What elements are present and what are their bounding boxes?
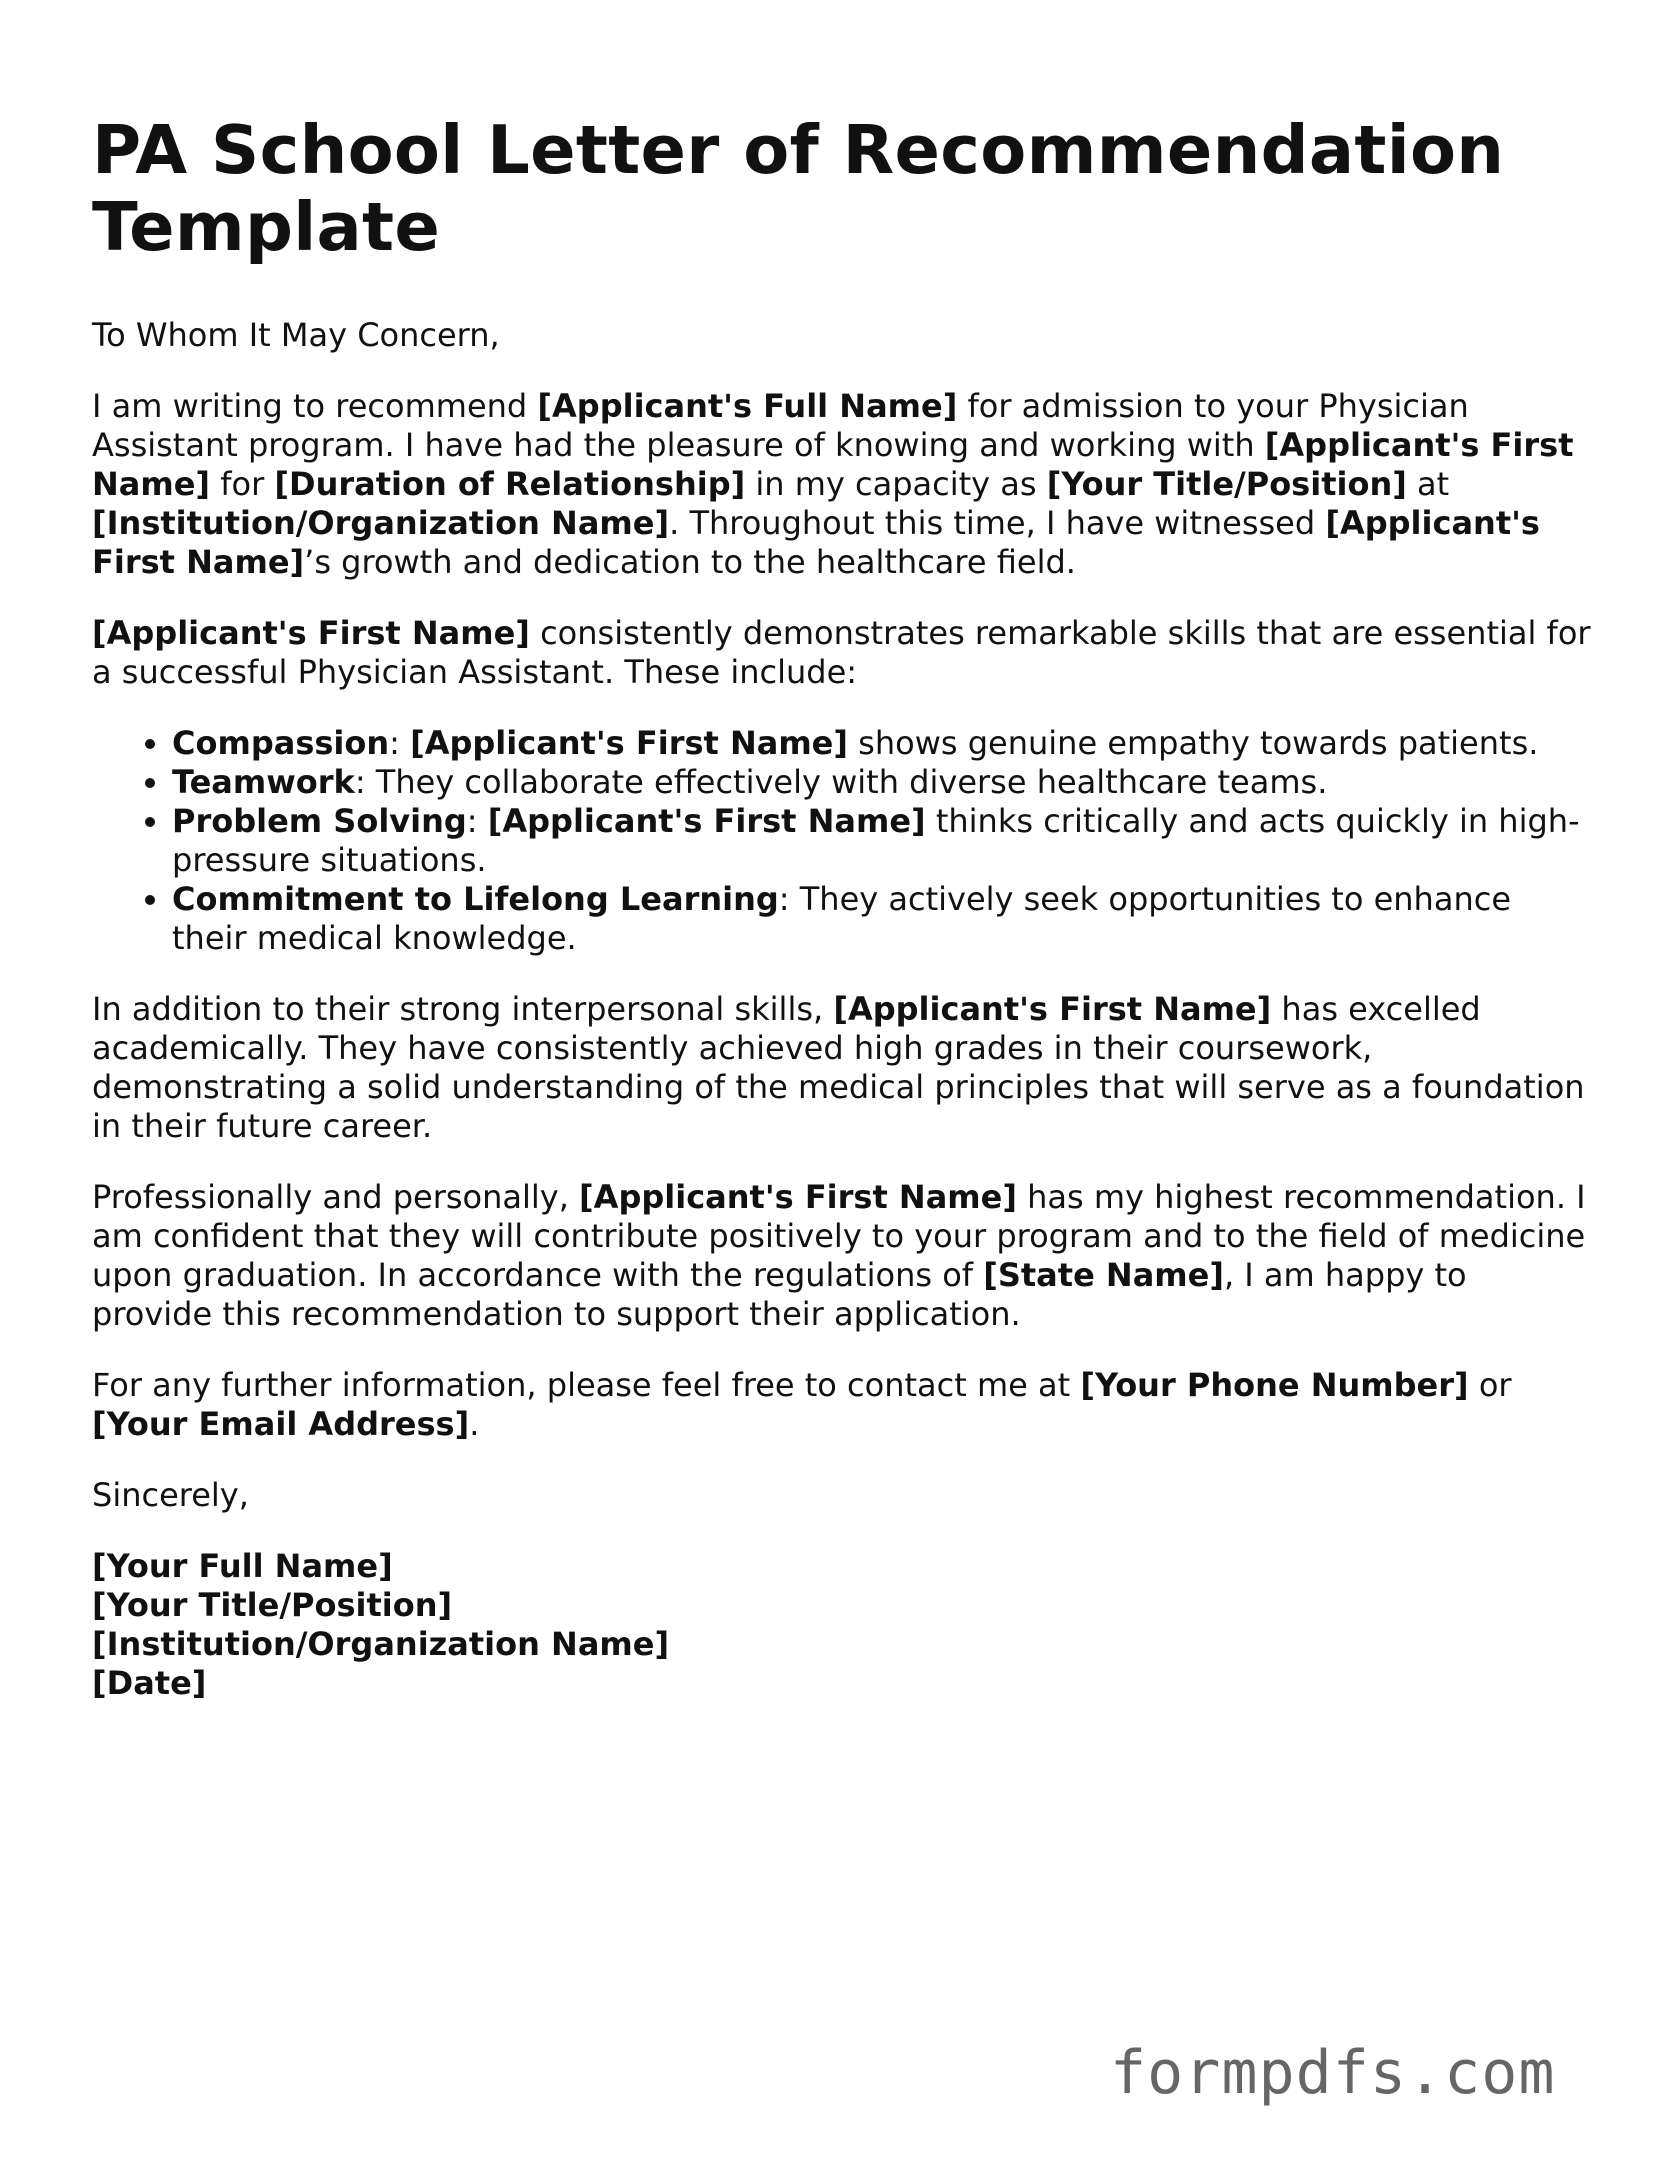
text-segment: has excelled academically. They have consistently achieved high grades in their coursework, demonstrating a solid understanding of the medical principles that will serve as a foundation in their future career. <box>92 990 1585 1145</box>
list-item <box>172 880 1592 958</box>
page-title: PA School Letter of Recommendation Template <box>92 111 1505 266</box>
placeholder-applicant-first-name: [Applicant's First Name] <box>92 614 530 652</box>
text-segment: In addition to their strong interpersonal skills, <box>92 990 834 1028</box>
text-segment: . <box>469 1405 480 1443</box>
text-segment: for <box>210 465 275 503</box>
text-segment: : <box>389 724 411 762</box>
skill-text: They collaborate effectively with diverse healthcare teams. <box>375 763 1328 801</box>
placeholder-title-position: [Your Title/Position] <box>1046 465 1407 503</box>
signature-name: [Your Full Name] <box>92 1547 393 1585</box>
placeholder-email-address: [Your Email Address] <box>92 1405 470 1443</box>
skill-text: thinks critically and acts quickly in high-pressure situations. <box>172 802 1580 879</box>
text-segment: consistently demonstrates remarkable skills that are essential for a successful Physician Assistant. These include: <box>92 614 1591 691</box>
skills-intro-paragraph <box>92 614 1592 692</box>
salutation: To Whom It May Concern, <box>92 316 500 354</box>
text-segment: in my capacity as <box>745 465 1047 503</box>
skill-text: shows genuine empathy towards patients. <box>848 724 1539 762</box>
signature-title: [Your Title/Position] <box>92 1586 453 1624</box>
list-item <box>172 724 1592 763</box>
text-segment: For any further information, please feel free to contact me at <box>92 1366 1081 1404</box>
placeholder-state-name: [State Name] <box>983 1256 1224 1294</box>
list-item <box>172 763 1592 802</box>
placeholder-duration: [Duration of Relationship] <box>274 465 746 503</box>
text-segment: I am writing to recommend <box>92 387 538 425</box>
text-segment: or <box>1468 1366 1512 1404</box>
placeholder-applicant-first-name: [Applicant's First Name] <box>833 990 1272 1028</box>
placeholder-phone-number: [Your Phone Number] <box>1080 1366 1469 1404</box>
text-segment: , I am happy to provide this recommendation to support their application. <box>92 1256 1467 1333</box>
signature-date: [Date] <box>92 1664 207 1702</box>
closing: Sincerely, <box>92 1476 249 1514</box>
signature-org: [Institution/Organization Name] <box>92 1625 670 1663</box>
text-segment: has my highest recommendation. I am confident that they will contribute positively to your program and to the field of medicine upon graduation. In accordance with the regulations of <box>92 1178 1586 1294</box>
skills-list <box>92 724 1592 958</box>
text-segment: Professionally and personally, <box>92 1178 580 1216</box>
academics-paragraph <box>92 990 1592 1146</box>
skill-label: Problem Solving <box>172 802 467 840</box>
text-segment: at <box>1406 465 1450 503</box>
contact-paragraph <box>92 1366 1592 1444</box>
watermark: formpdfs.com <box>1110 2038 1556 2108</box>
text-segment: ’s growth and dedication to the healthcare field. <box>304 543 1076 581</box>
list-item <box>172 802 1592 880</box>
signature-block <box>92 1547 1592 1703</box>
letter-document <box>92 112 1592 1703</box>
placeholder-institution: [Institution/Organization Name] <box>92 504 670 542</box>
placeholder-applicant-full-name: [Applicant's Full Name] <box>537 387 958 425</box>
recommendation-paragraph <box>92 1178 1592 1334</box>
text-segment: : <box>354 763 376 801</box>
placeholder-applicant-first-name: [Applicant's First Name] <box>92 504 1540 581</box>
skill-label: Teamwork <box>172 763 355 801</box>
skill-label: Compassion <box>172 724 390 762</box>
placeholder-applicant-first-name: [Applicant's First Name] <box>92 426 1574 503</box>
text-segment: : <box>778 880 800 918</box>
placeholder-applicant-first-name: [Applicant's First Name] <box>410 724 848 762</box>
text-segment: . Throughout this time, I have witnessed <box>669 504 1326 542</box>
text-segment: : <box>466 802 488 840</box>
skill-label: Commitment to Lifelong Learning <box>172 880 779 918</box>
placeholder-applicant-first-name: [Applicant's First Name] <box>579 1178 1017 1216</box>
placeholder-applicant-first-name: [Applicant's First Name] <box>487 802 926 840</box>
text-segment: for admission to your Physician Assistant program. I have had the pleasure of knowing and working with <box>92 387 1469 464</box>
skill-text: They actively seek opportunities to enhance their medical knowledge. <box>172 880 1511 957</box>
intro-paragraph <box>92 387 1592 582</box>
